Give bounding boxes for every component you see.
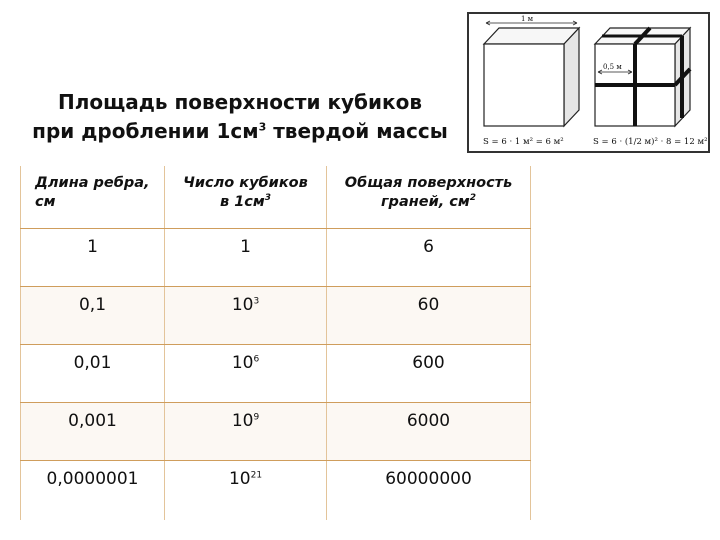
cell-edge: 0,01 <box>21 344 165 402</box>
table-row <box>21 228 531 286</box>
header-edge-length <box>21 166 165 228</box>
cell-count-base: 10 <box>231 352 254 373</box>
table-row <box>21 460 531 520</box>
cell-edge: 0,001 <box>21 402 165 460</box>
cell-count-base: 1 <box>240 236 251 257</box>
header-total-area-line1: Общая поверхность <box>344 175 513 191</box>
cell-count-base: 10 <box>228 468 251 489</box>
edge-length-label: 1 м <box>521 15 534 23</box>
cell-area: 60000000 <box>327 460 531 520</box>
header-total-area <box>327 166 531 228</box>
split-cube-caption: S = 6 · (1/2 м)² · 8 = 12 м² <box>593 137 708 147</box>
split-cube <box>595 28 690 126</box>
cell-count-exp: 3 <box>253 295 260 306</box>
table-row <box>21 286 531 344</box>
whole-cube-caption: S = 6 · 1 м² = 6 м² <box>483 137 564 147</box>
header-total-area-line2 <box>327 193 530 212</box>
cube-illustration-svg <box>469 14 709 152</box>
cube-illustration <box>467 12 710 153</box>
cell-area: 6 <box>327 228 531 286</box>
cell-count-base: 10 <box>231 410 254 431</box>
title-line-2 <box>30 117 450 146</box>
half-edge-label: 0,5 м <box>603 63 622 71</box>
cell-count-base: 10 <box>231 294 254 315</box>
cell-count <box>165 286 327 344</box>
table-header-row <box>21 166 531 228</box>
cell-count <box>165 460 327 520</box>
title-line-2-end: твердой массы <box>266 119 448 143</box>
cell-count-exp: 21 <box>250 469 263 480</box>
cell-count <box>165 228 327 286</box>
header-cube-count <box>165 166 327 228</box>
header-edge-length-text: Длина ребра, см <box>35 175 150 210</box>
cell-count-exp: 6 <box>253 353 260 364</box>
table-row <box>21 402 531 460</box>
cell-edge: 0,0000001 <box>21 460 165 520</box>
header-total-area-unit: граней, см <box>380 194 470 210</box>
header-total-area-sup: 2 <box>469 193 477 204</box>
header-cube-count-unit: в 1см <box>219 194 265 210</box>
table-row <box>21 344 531 402</box>
header-cube-count-line2 <box>165 193 326 212</box>
cell-edge: 1 <box>21 228 165 286</box>
cell-count <box>165 402 327 460</box>
whole-cube <box>484 28 579 126</box>
cell-count <box>165 344 327 402</box>
surface-area-table <box>20 166 531 520</box>
page-title <box>30 88 450 146</box>
header-cube-count-line1: Число кубиков <box>183 175 308 191</box>
cell-area: 6000 <box>327 402 531 460</box>
header-cube-count-sup: 3 <box>264 193 272 204</box>
title-line-1: Площадь поверхности кубиков <box>57 90 423 114</box>
title-superscript: 3 <box>258 120 267 134</box>
cell-area: 60 <box>327 286 531 344</box>
cell-count-exp: 9 <box>253 411 260 422</box>
cell-edge: 0,1 <box>21 286 165 344</box>
title-line-2-start: при дроблении 1см <box>32 119 259 143</box>
cell-area: 600 <box>327 344 531 402</box>
